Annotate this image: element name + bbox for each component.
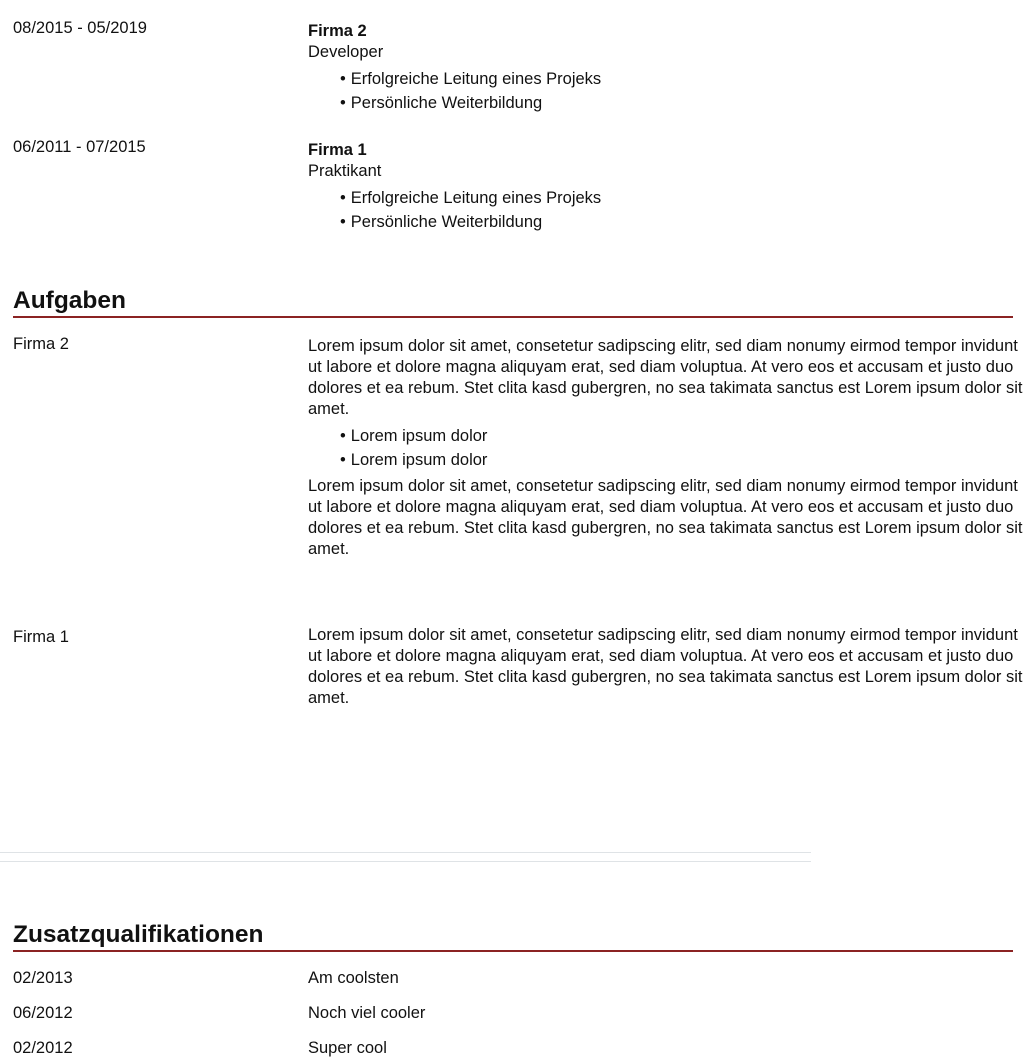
qualification-date: 02/2012	[13, 1039, 73, 1057]
qualification-date: 02/2013	[13, 969, 73, 987]
qualification-title: Am coolsten	[308, 969, 399, 987]
list-item: • Lorem ipsum dolor	[340, 424, 1008, 448]
list-item: • Lorem ipsum dolor	[340, 448, 1008, 472]
task-company: Firma 2	[13, 335, 69, 353]
task-details	[308, 625, 1023, 709]
page-break-line-bottom	[0, 861, 811, 862]
task-paragraph: Lorem ipsum dolor sit amet, consetetur sadipscing elitr, sed diam nonumy eirmod tempor invidunt ut labore et dolore magna aliquyam erat, sed diam voluptua. At vero eos et accusam et justo duo dolores et ea rebum. Stet clita kasd gubergren, no sea takimata sanctus est Lorem ipsum dolor sit amet.	[308, 337, 1023, 418]
experience-details	[308, 21, 1008, 115]
list-item: • Persönliche Weiterbildung	[340, 210, 1008, 234]
task-paragraph: Lorem ipsum dolor sit amet, consetetur sadipscing elitr, sed diam nonumy eirmod tempor invidunt ut labore et dolore magna aliquyam erat, sed diam voluptua. At vero eos et accusam et justo duo dolores et ea rebum. Stet clita kasd gubergren, no sea takimata sanctus est Lorem ipsum dolor sit amet.	[308, 626, 1023, 707]
experience-role: Developer	[308, 43, 384, 61]
qualification-date: 06/2012	[13, 1004, 73, 1022]
qualification-title: Noch viel cooler	[308, 1004, 426, 1022]
experience-date: 06/2011 - 07/2015	[13, 138, 146, 156]
experience-details	[308, 140, 1008, 234]
page-break-line-top	[0, 852, 811, 853]
task-details	[308, 336, 1023, 560]
list-item: • Erfolgreiche Leitung eines Projeks	[340, 67, 1008, 91]
section-heading-zusatzqualifikationen: Zusatzqualifikationen	[13, 920, 1013, 952]
task-paragraph: Lorem ipsum dolor sit amet, consetetur sadipscing elitr, sed diam nonumy eirmod tempor invidunt ut labore et dolore magna aliquyam erat, sed diam voluptua. At vero eos et accusam et justo duo dolores et ea rebum. Stet clita kasd gubergren, no sea takimata sanctus est Lorem ipsum dolor sit amet.	[308, 477, 1023, 558]
qualification-title: Super cool	[308, 1039, 387, 1057]
experience-company: Firma 1	[308, 141, 367, 159]
experience-date: 08/2015 - 05/2019	[13, 19, 147, 37]
section-heading-aufgaben: Aufgaben	[13, 286, 1013, 318]
experience-bullets	[308, 67, 1008, 115]
list-item: • Erfolgreiche Leitung eines Projeks	[340, 186, 1008, 210]
list-item: • Persönliche Weiterbildung	[340, 91, 1008, 115]
experience-role: Praktikant	[308, 162, 382, 180]
experience-bullets	[308, 186, 1008, 234]
task-bullets	[308, 424, 1008, 472]
experience-company: Firma 2	[308, 22, 367, 40]
task-company: Firma 1	[13, 628, 69, 646]
